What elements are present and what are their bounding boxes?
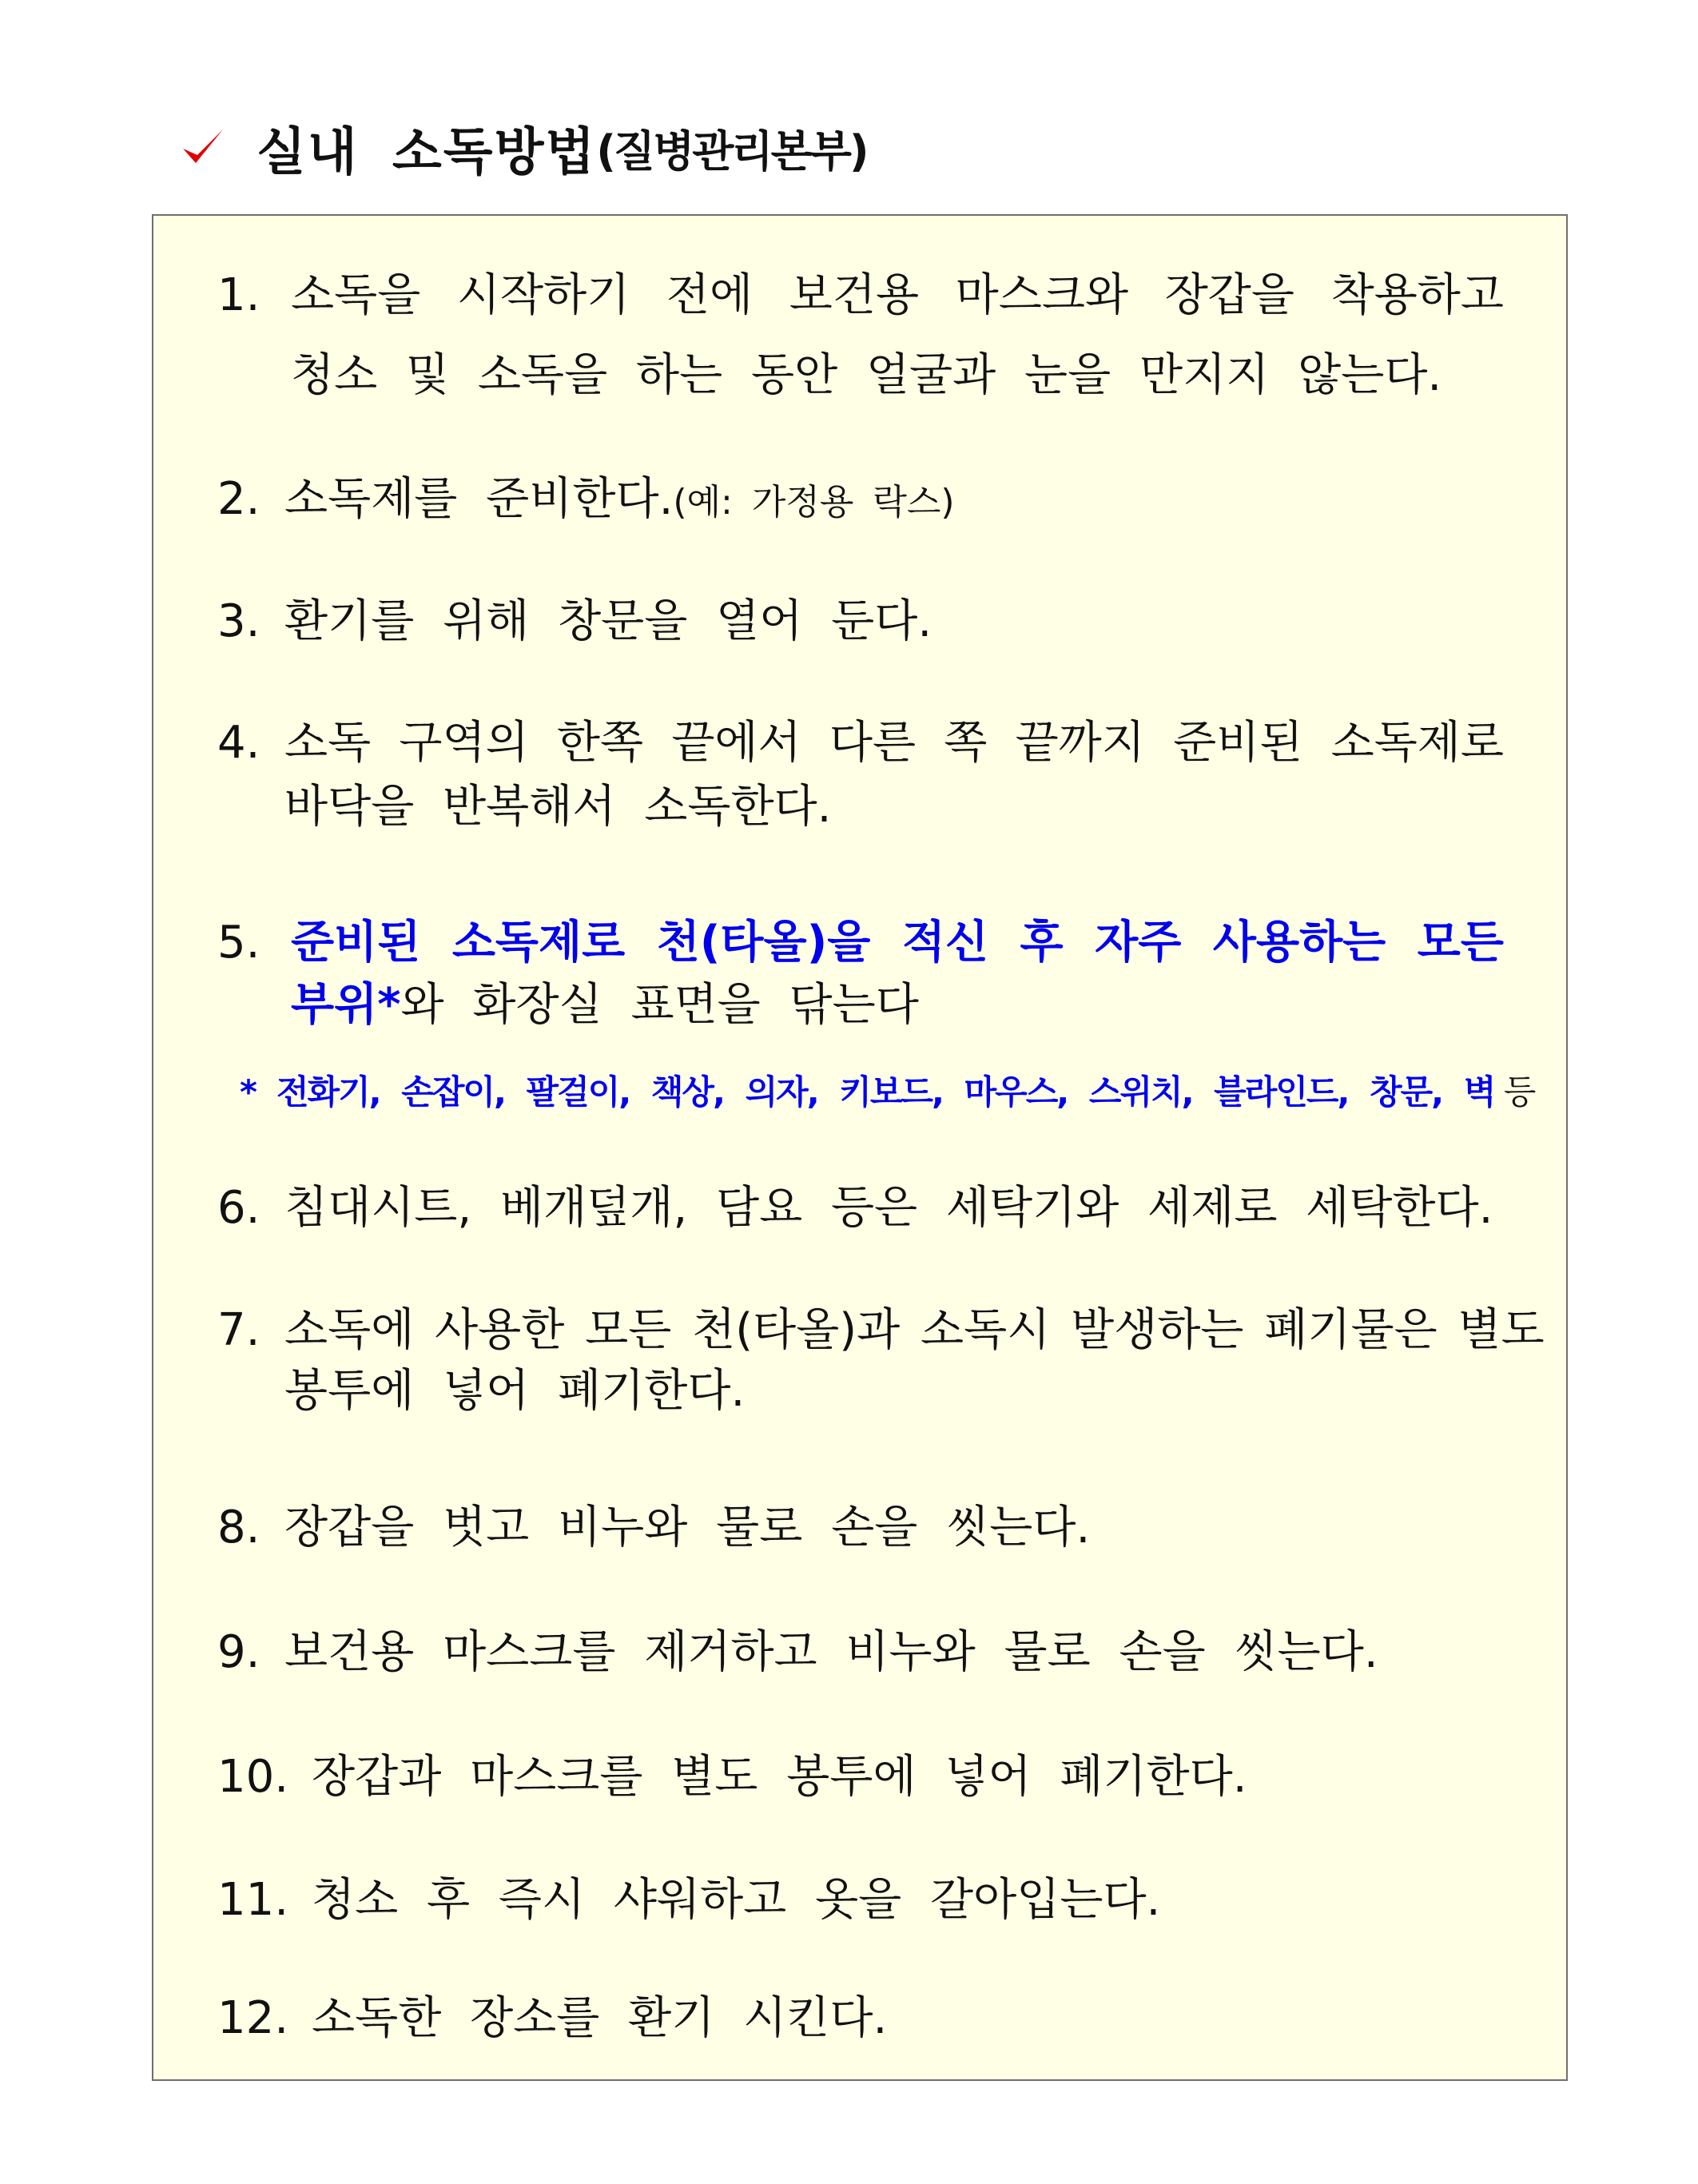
step-number: 4. — [217, 717, 260, 769]
step-text: 청소 후 즉시 샤워하고 옷을 갈아입는다. — [312, 1874, 1161, 1926]
step-text-line1: 소독을 시작하기 전에 보건용 마스크와 장갑을 착용하고 — [291, 269, 1504, 321]
step-number: 7. — [217, 1304, 260, 1356]
step-number: 12. — [217, 1992, 289, 2044]
step-number: 8. — [217, 1502, 260, 1553]
footnote-items: 전화기, 손잡이, 팔걸이, 책상, 의자, 키보드, 마우스, 스위치, 블라인드, 창문, 벽 — [276, 1072, 1495, 1112]
step-number: 3. — [217, 595, 260, 647]
checkmark-icon — [180, 125, 226, 171]
step-4 — [217, 703, 1504, 847]
step-12 — [217, 1979, 1504, 2059]
step-text-line1: 소독 구역의 한쪽 끝에서 다른 쪽 끝까지 준비된 소독제로 — [284, 717, 1504, 769]
step-2 — [217, 459, 1504, 543]
step-text-line1: 준비된 소독제로 천(타올)을 적신 후 자주 사용하는 모든 — [291, 917, 1504, 969]
step-number: 5. — [217, 917, 260, 969]
step-number: 6. — [217, 1182, 260, 1234]
step-9 — [217, 1613, 1504, 1693]
step-text-line2: 바닥을 반복해서 소독한다. — [284, 781, 832, 833]
step-text: 침대시트, 베개덮개, 담요 등은 세탁기와 세제로 세탁한다. — [284, 1182, 1493, 1234]
step-text: 소독한 장소를 환기 시킨다. — [312, 1992, 888, 2044]
footnote-tail: 등 — [1503, 1072, 1535, 1112]
step-6 — [217, 1168, 1504, 1248]
page-title-source: (질병관리본부) — [596, 125, 867, 177]
step-8 — [217, 1488, 1504, 1568]
page-title: 실내 소독방법 — [256, 123, 597, 182]
step-text-line2: 와 화장실 표면을 닦는다 — [400, 979, 919, 1031]
step-7 — [217, 1291, 1545, 1431]
step-highlight-parts: 부위* — [291, 979, 401, 1031]
footnote — [240, 1064, 1535, 1120]
step-1 — [217, 256, 1504, 416]
step-text-line2: 봉투에 넣어 폐기한다. — [284, 1365, 746, 1417]
step-text: 장갑과 마스크를 별도 봉투에 넣어 폐기한다. — [312, 1751, 1247, 1803]
instructions-box — [152, 214, 1568, 2081]
step-number: 10. — [217, 1751, 289, 1803]
step-text-line1: 소독에 사용한 모든 천(타올)과 소독시 발생하는 폐기물은 별도 — [284, 1304, 1545, 1356]
step-text: 환기를 위해 창문을 열어 둔다. — [284, 595, 933, 647]
step-5 — [217, 903, 1504, 1045]
footnote-star: * — [240, 1072, 256, 1112]
page-heading — [180, 112, 867, 184]
step-10 — [217, 1737, 1504, 1817]
step-text: 소독제를 준비한다. — [284, 473, 674, 525]
step-number: 11. — [217, 1874, 289, 1926]
step-number: 1. — [217, 269, 260, 321]
step-text: 장갑을 벗고 비누와 물로 손을 씻는다. — [284, 1502, 1091, 1553]
step-number: 9. — [217, 1626, 260, 1678]
step-text: 보건용 마스크를 제거하고 비누와 물로 손을 씻는다. — [284, 1626, 1378, 1678]
step-example-note: (예: 가정용 락스) — [673, 482, 955, 523]
step-number: 2. — [217, 473, 260, 525]
step-3 — [217, 582, 1504, 662]
step-text-line2: 청소 및 소독을 하는 동안 얼굴과 눈을 만지지 않는다. — [291, 349, 1442, 401]
step-11 — [217, 1860, 1504, 1940]
